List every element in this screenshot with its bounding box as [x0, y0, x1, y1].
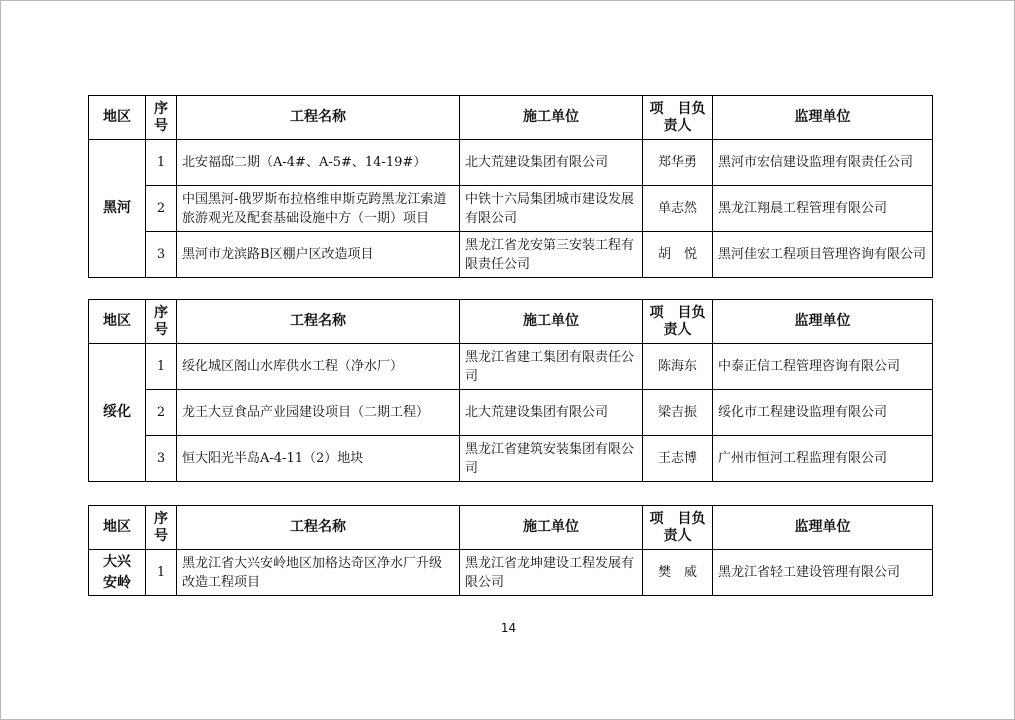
header-seq: 序号: [146, 96, 177, 140]
project-cell: 绥化城区阁山水库供水工程（净水厂）: [177, 344, 460, 390]
supervisor-cell: 绥化市工程建设监理有限公司: [713, 390, 933, 436]
builder-cell: 北大荒建设集团有限公司: [460, 140, 643, 186]
leader-cell: 郑华勇: [643, 140, 713, 186]
header-leader: 项 目负责人: [643, 96, 713, 140]
builder-cell: 黑龙江省建工集团有限责任公司: [460, 344, 643, 390]
supervisor-cell: 广州市恒河工程监理有限公司: [713, 436, 933, 482]
project-cell: 黑龙江省大兴安岭地区加格达奇区净水厂升级改造工程项目: [177, 550, 460, 596]
table-row: [89, 550, 933, 596]
table-header-row: [89, 300, 933, 344]
table-row: [89, 436, 933, 482]
leader-cell: 樊 威: [643, 550, 713, 596]
header-region: 地区: [89, 96, 146, 140]
table-row: [89, 140, 933, 186]
header-builder: 施工单位: [460, 96, 643, 140]
header-region: 地区: [89, 506, 146, 550]
leader-cell: 梁吉振: [643, 390, 713, 436]
seq-cell: 2: [146, 390, 177, 436]
region-cell: 绥化: [89, 344, 146, 482]
header-leader: 项 目负责人: [643, 506, 713, 550]
table-header-row: [89, 96, 933, 140]
supervisor-cell: 黑河佳宏工程项目管理咨询有限公司: [713, 232, 933, 278]
supervisor-cell: 黑河市宏信建设监理有限责任公司: [713, 140, 933, 186]
builder-cell: 黑龙江省龙坤建设工程发展有限公司: [460, 550, 643, 596]
leader-cell: 王志博: [643, 436, 713, 482]
project-table-suihua: [88, 299, 933, 482]
header-supervisor: 监理单位: [713, 506, 933, 550]
header-builder: 施工单位: [460, 506, 643, 550]
table-row: [89, 186, 933, 232]
header-seq: 序号: [146, 506, 177, 550]
region-cell: 大兴安岭: [89, 550, 146, 596]
seq-cell: 1: [146, 550, 177, 596]
supervisor-cell: 黑龙江省轻工建设管理有限公司: [713, 550, 933, 596]
project-cell: 黑河市龙滨路B区棚户区改造项目: [177, 232, 460, 278]
supervisor-cell: 黑龙江翔晨工程管理有限公司: [713, 186, 933, 232]
builder-cell: 黑龙江省建筑安装集团有限公司: [460, 436, 643, 482]
project-cell: 恒大阳光半岛A-4-11（2）地块: [177, 436, 460, 482]
header-builder: 施工单位: [460, 300, 643, 344]
table-row: [89, 344, 933, 390]
header-region: 地区: [89, 300, 146, 344]
seq-cell: 3: [146, 436, 177, 482]
seq-cell: 1: [146, 344, 177, 390]
builder-cell: 中铁十六局集团城市建设发展有限公司: [460, 186, 643, 232]
page-number: 14: [500, 621, 517, 635]
seq-cell: 1: [146, 140, 177, 186]
project-cell: 中国黑河-俄罗斯布拉格维申斯克跨黑龙江索道旅游观光及配套基础设施中方（一期）项目: [177, 186, 460, 232]
region-cell: 黑河: [89, 140, 146, 278]
leader-cell: 单志然: [643, 186, 713, 232]
seq-cell: 3: [146, 232, 177, 278]
builder-cell: 黑龙江省龙安第三安装工程有限责任公司: [460, 232, 643, 278]
header-project: 工程名称: [177, 96, 460, 140]
table-header-row: [89, 506, 933, 550]
project-table-heihe: [88, 95, 933, 278]
header-supervisor: 监理单位: [713, 96, 933, 140]
header-seq: 序号: [146, 300, 177, 344]
project-cell: 北安福邸二期（A-4#、A-5#、14-19#）: [177, 140, 460, 186]
header-leader: 项 目负责人: [643, 300, 713, 344]
builder-cell: 北大荒建设集团有限公司: [460, 390, 643, 436]
table-row: [89, 232, 933, 278]
header-supervisor: 监理单位: [713, 300, 933, 344]
leader-cell: 胡 悦: [643, 232, 713, 278]
project-table-daxinganling: [88, 505, 933, 596]
table-row: [89, 390, 933, 436]
header-project: 工程名称: [177, 300, 460, 344]
supervisor-cell: 中泰正信工程管理咨询有限公司: [713, 344, 933, 390]
seq-cell: 2: [146, 186, 177, 232]
project-cell: 龙王大豆食品产业园建设项目（二期工程）: [177, 390, 460, 436]
leader-cell: 陈海东: [643, 344, 713, 390]
header-project: 工程名称: [177, 506, 460, 550]
